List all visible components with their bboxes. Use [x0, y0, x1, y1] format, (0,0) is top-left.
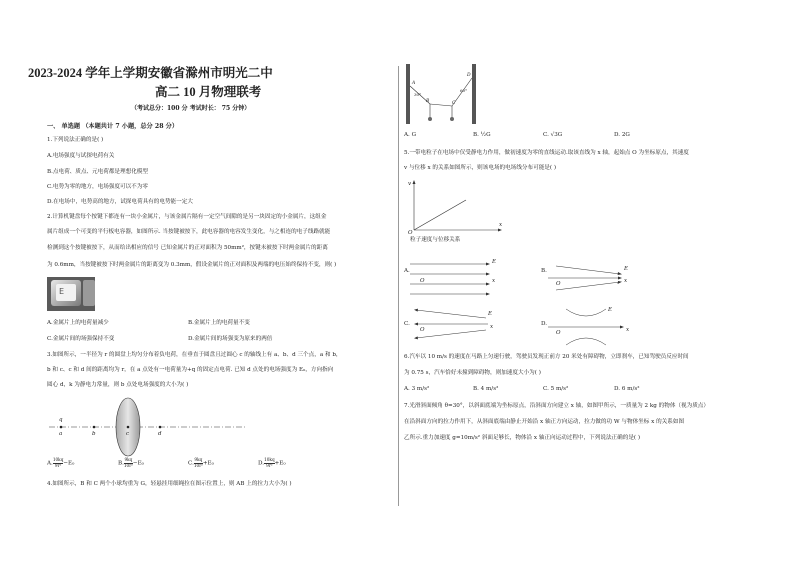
- q5-graph-y-label: v: [408, 181, 412, 187]
- q7-stem-line2: 在沿斜面方向的拉力作用下，从斜面底端由静止开始沿 x 轴正方向运动，拉力做的功 W 与物体坐标 x 的关系如图: [404, 419, 685, 425]
- q6-option-b: B. 4 m/s²: [473, 386, 499, 392]
- q7-stem-line3: 乙所示.重力加速度 g=10m/s² 斜面足够长，物体沿 x 轴正向运动过程中，下列说法正确的是( ): [404, 435, 641, 441]
- q5-a-o-label: O: [420, 278, 425, 284]
- q4-option-d: D. 2G: [614, 132, 630, 138]
- q4-label-b: B: [426, 99, 430, 104]
- q5-d-e-label: E: [608, 307, 613, 313]
- q5-d-x-label: x: [626, 327, 630, 333]
- q5-option-b-letter: B.: [541, 268, 547, 274]
- q4-option-a: A. G: [404, 132, 417, 138]
- q5-a-x-label: x: [492, 278, 496, 284]
- q5-option-a-letter: A.: [404, 268, 410, 274]
- q5-graph-x-label: x: [499, 222, 503, 228]
- q5-stem-line1: 5.一带电粒子在电场中仅受静电力作用，做初速度为零的直线运动.取该直线为 x 轴，起始点 O 为坐标原点，其速度: [404, 150, 689, 156]
- q3-label-d: d: [158, 431, 162, 437]
- q3-label-c: c: [126, 431, 130, 437]
- q4-label-d: D: [467, 73, 471, 78]
- q6-option-a: A. 3 m/s²: [404, 386, 430, 392]
- q3-stem-line3: 圆心 d，k 为静电力常量，则 b 点处电场强度的大小为( ): [47, 382, 189, 388]
- q2-option-b: B.金属片上的电荷量不变: [188, 320, 250, 326]
- q5-option-c-field: [408, 306, 500, 346]
- q2-option-c: C.金属片间的场强保持不变: [47, 336, 115, 342]
- q5-b-x-label: x: [624, 278, 628, 284]
- q1-option-a: A.电场强度与试探电荷有关: [47, 153, 115, 159]
- q3-option-c: C. $\frac{9kq}{\text{10r²}}$ +E₀: [188, 457, 214, 468]
- q6-stem-line1: 6.汽车以 10 m/s 的速度在马路上匀速行驶，驾驶员发现正前方 20 米处有障碍物，立即刹车，已知驾驶员反应时间: [404, 354, 689, 360]
- exam-info: （考试总分：100 分 考试时长： 75 分钟）: [131, 105, 251, 112]
- q4-option-c: C. √3G: [543, 132, 563, 138]
- q4-option-b: B. ½G: [473, 132, 491, 138]
- q5-option-d-field: [546, 303, 636, 349]
- q7-stem-line1: 7.光滑斜面倾角 θ=30°，以斜面底端为坐标原点，沿斜面方向建立 x 轴，如图甲所示，一质量为 2 kg 的物体（视为质点）: [404, 403, 709, 409]
- q1-option-c: C.电势为零的地方，电场强度可以不为零: [47, 184, 148, 190]
- q3-stem-line1: 3.如图所示，一半径为 r 的圆盘上均匀分布着负电荷，在垂直于圆盘且过圆心 c 的轴线上有 a、b、d 三个点，a 和 b，: [47, 352, 342, 358]
- q3-label-b: b: [92, 431, 96, 437]
- q1-option-d: D.在电场中，电势高的地方，试探电荷具有的电势能一定大: [47, 199, 193, 205]
- q5-velocity-graph: [404, 178, 504, 234]
- section-heading: 一、 单选题 （本题共计 7 小题，总分 28 分）: [47, 123, 179, 130]
- exam-title-line1: 2023-2024 学年上学期安徽省滁州市明光二中: [28, 66, 273, 80]
- q2-stem-line3: 检测到这个按键被按下，从而给出相应的信号 已知金属片的正对面积为 50mm²，按键未被按下时两金属片的距离: [47, 245, 328, 251]
- q5-b-o-label: O: [556, 281, 561, 287]
- q6-option-c: C. 5 m/s²: [543, 386, 569, 392]
- q4-string-figure: [404, 64, 480, 126]
- q5-a-e-label: E: [492, 259, 497, 265]
- q4-label-a: A: [412, 81, 416, 86]
- q6-option-d: D. 6 m/s²: [614, 386, 640, 392]
- keyboard-key-photo: [47, 277, 95, 311]
- column-divider: [398, 66, 399, 506]
- q4-label-c: C: [452, 101, 456, 106]
- q3-option-a: A. $\frac{10kq}{\text{9r²}}$ −E₀: [47, 457, 75, 468]
- q3-label-a: a: [59, 431, 63, 437]
- q2-stem-line4: 为 0.6mm，当按键被按下时两金属片的距离变为 0.3mm，假设金属片的正对面积及两端的电压始终保持不变，则( ): [47, 262, 337, 268]
- q5-option-c-letter: C.: [404, 321, 410, 327]
- q2-option-d: D.金属片间的场强变为原来的两倍: [188, 336, 273, 342]
- q3-option-b: B. $\frac{9kq}{\text{10r²}}$ −E₀: [118, 457, 144, 468]
- q5-b-e-label: E: [624, 266, 629, 272]
- q5-stem-line2: v 与位移 x 的关系如图所示，则该电场的电场线分布可能是( ): [404, 165, 557, 171]
- q5-c-o-label: O: [420, 327, 425, 333]
- q5-c-e-label: E: [488, 311, 493, 317]
- q5-d-o-label: O: [556, 330, 561, 336]
- q2-stem-line1: 2.计算机键盘每个按键下都连有一块小金属片，与该金属片隔有一定空气间隙的是另一块固定的小金属片，这组金: [47, 214, 327, 220]
- q5-c-x-label: x: [490, 324, 494, 330]
- q4-stem: 4.如图所示，B 和 C 两个小球均重为 G，轻悬挂用细绳拉在图示位置上，则 AB 上的拉力大小为( ): [47, 481, 292, 487]
- q3-disk-figure: [47, 396, 247, 456]
- q3-option-d: D. $\frac{10kq}{\text{9r²}}$ +E₀: [258, 457, 286, 468]
- q5-graph-caption: 粒子速度与位移关系: [410, 237, 461, 243]
- q6-stem-line2: 为 0.75 s，汽车恰好未撞到障碍物，则加速度大小为( ): [404, 370, 541, 376]
- q5-option-d-letter: D.: [541, 321, 548, 327]
- q1-option-b: B.点电荷、质点、元电荷都是理想化模型: [47, 169, 148, 175]
- q5-graph-origin: O: [408, 230, 413, 236]
- q2-option-a: A.金属片上的电荷量减少: [47, 320, 109, 326]
- q5-option-b-field: [546, 258, 636, 298]
- q4-angle-60: 60°: [460, 88, 468, 93]
- q1-stem: 1.下列说法正确的是( ): [47, 137, 104, 143]
- svg-text:E: E: [59, 287, 65, 296]
- q4-angle-30: 30°: [414, 92, 422, 97]
- q5-option-a-field: [408, 258, 500, 298]
- q3-stem-line2: b 和 c、c 和 d 间的距离均为 r，在 a 点处有一电荷量为+q 的固定点电荷. 已知 d 点处的电场强度为 E₀，方向指向: [47, 367, 334, 373]
- q2-stem-line2: 属片组成一个可变的平行板电容器，如图所示. 当按键被按下，此电容器的电容发生变化，与之相连的电子线路就能: [47, 229, 331, 235]
- q3-label-q: q: [59, 417, 63, 423]
- exam-title-line2: 高二 10 月物理联考: [155, 85, 262, 99]
